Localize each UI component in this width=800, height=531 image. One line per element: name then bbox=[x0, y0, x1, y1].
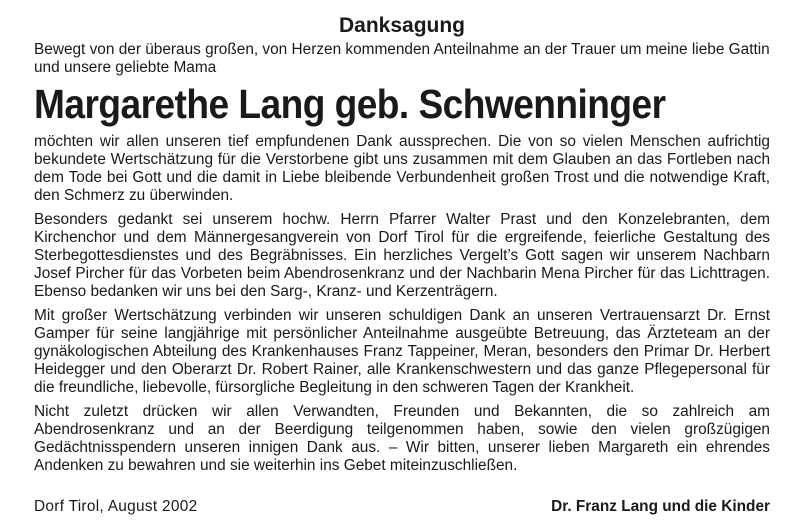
notice-heading: Danksagung bbox=[338, 14, 466, 37]
signature: Dr. Franz Lang und die Kinder bbox=[551, 498, 770, 515]
paragraph-clergy: Besonders gedankt sei unserem hochw. Herrn Pfarrer Walter Prast und den Konzelebranten, dem Kirchenchor und dem Männergesangverein von Dorf Tirol für die ergreifende, feierliche Gestaltung des Sterbegottesdienstes und des Begräbnisses. Ein herzliches Vergelt’s Gott sagen wir unserem Nachbarn Josef Pircher für das Vorbeten beim Abendrosenkranz und der Nachbarin Mena Pircher für das Lichttragen. Ebenso bedanken wir uns bei den Sarg-, Kranz- und Kerzenträgern. bbox=[34, 211, 770, 300]
notice-footer bbox=[34, 498, 770, 516]
paragraph-doctors: Mit großer Wertschätzung verbinden wir unseren schuldigen Dank an unseren Vertrauensarzt Dr. Ernst Gamper für seine langjährige mit persönlicher Anteilnahme ausgeübte Betreuung, das Ärzteteam an der gynäkologischen Abteilung des Krankenhauses Franz Tappeiner, Meran, besonders den Primar Dr. Herbert Heidegger und den Oberarzt Dr. Robert Rainer, alle Krankenschwestern und das ganze Pflegepersonal für die freundliche, liebevolle, fürsorgliche Begleitung in den schweren Tagen der Krankheit. bbox=[34, 307, 770, 396]
paragraph-thanks: möchten wir allen unseren tief empfundenen Dank aussprechen. Die von so vielen Menschen aufrichtig bekundete Wertschätzung für die Verstorbene gibt uns zusammen mit dem Glauben an das Fortleben nach dem Tode bei Gott und die damit in Liebe bleibende Verbundenheit großen Trost und die notwendige Kraft, den Schmerz zu überwinden. bbox=[34, 133, 770, 204]
place-date: Dorf Tirol, August 2002 bbox=[34, 498, 198, 515]
intro-text: Bewegt von der überaus großen, von Herzen kommenden Anteilnahme an der Trauer um meine liebe Gattin und unsere geliebte Mama bbox=[34, 41, 770, 76]
paragraph-relatives: Nicht zuletzt drücken wir allen Verwandten, Freunden und Bekannten, die so zahlreich am Abendrosenkranz und an der Beerdigung teilgenommen haben, sowie den vielen großzügigen Gedächtnisspendern unseren innigen Dank aus. – Wir bitten, unserer lieben Margareth ein ehrendes Andenken zu bewahren und sie weiterhin ins Gebet miteinzuschließen. bbox=[34, 403, 770, 474]
deceased-name: Margarethe Lang geb. Schwenninger bbox=[34, 81, 666, 127]
